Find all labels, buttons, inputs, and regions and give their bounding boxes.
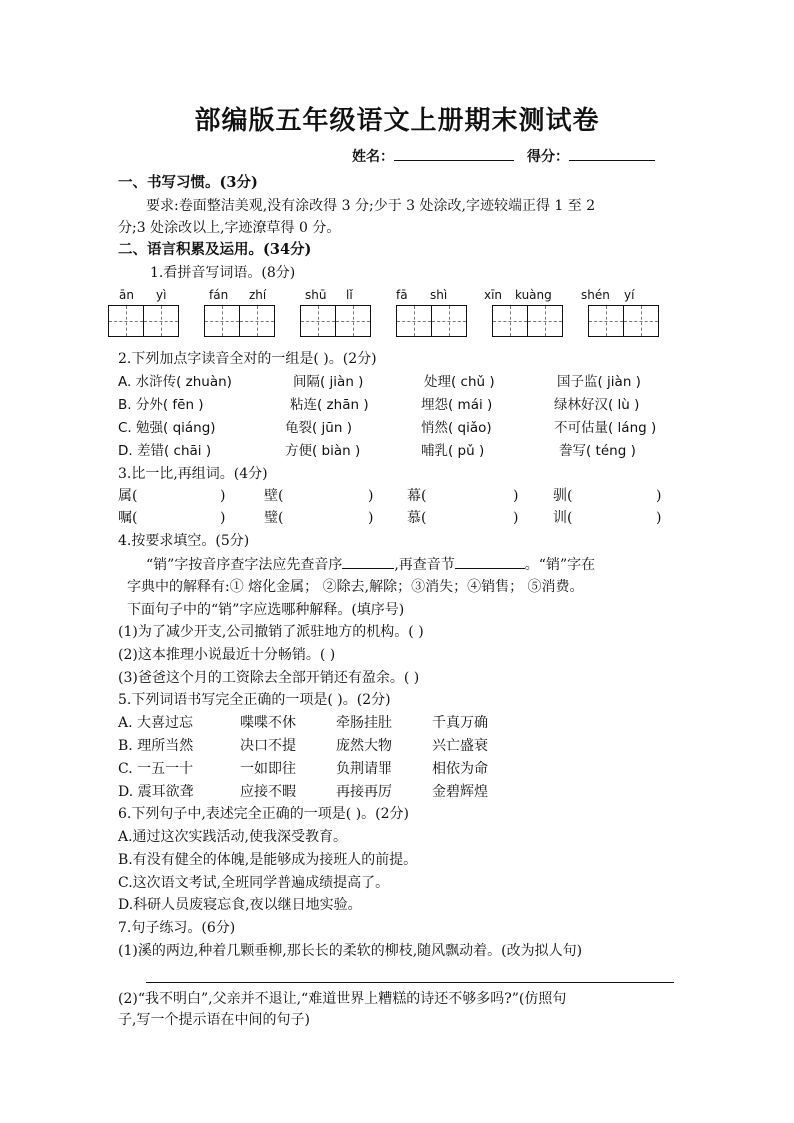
writing-cell[interactable] bbox=[143, 305, 179, 337]
page-title: 部编版五年级语文上册期末测试卷 bbox=[194, 106, 600, 136]
q5-row-b-4: 兴亡盛衰 bbox=[432, 738, 488, 754]
q5-row-c-2: 一如即往 bbox=[240, 761, 296, 777]
q2-row-c-2: 龟裂( jūn ) bbox=[285, 420, 352, 436]
q4-blank-yinxu[interactable] bbox=[342, 554, 394, 569]
q4-p1c: 。“销”字在 bbox=[524, 557, 596, 573]
pinyin-3a: shū bbox=[305, 288, 327, 302]
q5-row-d-1: D. 震耳欲聋 bbox=[118, 784, 194, 800]
q7-stem: 7.句子练习。(6分) bbox=[118, 920, 236, 936]
writing-cell[interactable] bbox=[623, 305, 659, 337]
q5-row-a-4: 千真万确 bbox=[432, 715, 488, 731]
writing-cell[interactable] bbox=[300, 305, 336, 337]
writing-cell[interactable] bbox=[239, 305, 275, 337]
pinyin-1b: yì bbox=[156, 288, 167, 302]
q4-paragraph-line1 bbox=[146, 554, 595, 575]
q4-sentence-1: (1)为了减少开支,公司撤销了派驻地方的机构。( ) bbox=[118, 624, 424, 640]
q2-row-d-4: 誊写( téng ) bbox=[559, 443, 636, 459]
q2-row-c-1: C. 勉强( qiáng) bbox=[118, 420, 216, 436]
q5-row-b-2: 决口不提 bbox=[240, 738, 296, 754]
q3-r1-4-close: ) bbox=[656, 488, 662, 504]
q2-stem: 2.下列加点字读音全对的一组是( )。(2分) bbox=[118, 351, 377, 367]
q4-sentence-2: (2)这本推理小说最近十分畅销。( ) bbox=[118, 647, 336, 663]
writing-cell[interactable] bbox=[108, 305, 144, 337]
q1-stem: 1.看拼音写词语。(8分) bbox=[150, 265, 296, 281]
q6-option-b: B.有没有健全的体魄,是能够成为接班人的前提。 bbox=[118, 852, 418, 868]
name-label: 姓名： bbox=[352, 149, 394, 165]
q3-r1-1-close: ) bbox=[220, 488, 226, 504]
q3-r2-2-close: ) bbox=[368, 510, 374, 526]
pinyin-6b: yí bbox=[624, 288, 635, 302]
name-field bbox=[352, 146, 514, 167]
q3-r2-4-close: ) bbox=[656, 510, 662, 526]
q3-r1-3-close: ) bbox=[513, 488, 519, 504]
q3-r1-1: 属( bbox=[118, 488, 138, 504]
writing-cell[interactable] bbox=[527, 305, 563, 337]
q5-row-c-4: 相依为命 bbox=[432, 761, 488, 777]
q3-r2-3-close: ) bbox=[513, 510, 519, 526]
q2-row-a-2: 间隔( jiàn ) bbox=[293, 374, 364, 390]
q3-r2-4: 训( bbox=[553, 510, 573, 526]
q3-r1-3: 幕( bbox=[407, 488, 427, 504]
q4-paragraph-line3: 下面句子中的“销”字应选哪种解释。(填序号) bbox=[127, 602, 405, 618]
q5-stem: 5.下列词语书写完全正确的一项是( )。(2分) bbox=[118, 692, 391, 708]
q5-row-d-4: 金碧辉煌 bbox=[432, 784, 488, 800]
q2-row-d-3: 哺乳( pǔ ) bbox=[421, 443, 485, 459]
q2-row-a-4: 国子监( jiàn ) bbox=[557, 374, 641, 390]
section-1-requirement-line2: 分;3 处涂改以上,字迹潦草得 0 分。 bbox=[118, 220, 341, 236]
q5-row-a-2: 喋喋不休 bbox=[240, 715, 296, 731]
pinyin-5b: kuàng bbox=[515, 288, 552, 302]
q2-row-c-4: 不可估量( láng ) bbox=[554, 420, 657, 436]
writing-cell[interactable] bbox=[396, 305, 432, 337]
q7-sentence-1: (1)溪的两边,种着几颗垂柳,那长长的柔软的柳枝,随风飘动着。(改为拟人句) bbox=[118, 943, 583, 959]
section-1-requirement-line1: 要求:卷面整洁美观,没有涂改得 3 分;少于 3 处涂改,字迹较端正得 1 至 2 bbox=[146, 198, 596, 214]
q3-r2-3: 慕( bbox=[407, 510, 427, 526]
q5-row-d-3: 再接再厉 bbox=[336, 784, 392, 800]
q3-r2-2: 璧( bbox=[264, 510, 284, 526]
q5-row-b-1: B. 理所当然 bbox=[118, 738, 194, 754]
q5-row-c-3: 负荆请罪 bbox=[336, 761, 392, 777]
q3-r2-1-close: ) bbox=[220, 510, 226, 526]
pinyin-3b: lǐ bbox=[346, 288, 353, 302]
q5-row-d-2: 应接不暇 bbox=[240, 784, 296, 800]
q5-row-c-1: C. 一五一十 bbox=[118, 761, 194, 777]
q2-row-a-1: A. 水浒传( zhuàn) bbox=[118, 374, 232, 390]
pinyin-6a: shén bbox=[581, 288, 610, 302]
q3-r2-1: 嘱( bbox=[118, 510, 138, 526]
q4-blank-yinjie[interactable] bbox=[455, 554, 525, 569]
q4-paragraph-line2: 字典中的解释有:① 熔化金属； ②除去,解除；③消失；④销售； ⑤消费。 bbox=[127, 579, 584, 595]
q7-sentence-2-line2: 子,写一个提示语在中间的句子) bbox=[118, 1012, 310, 1028]
q3-stem: 3.比一比,再组词。(4分) bbox=[118, 466, 268, 482]
q3-r1-2: 壁( bbox=[264, 488, 284, 504]
q4-p1b: ,再查音节 bbox=[394, 557, 455, 573]
q2-row-d-1: D. 差错( chāi ) bbox=[118, 443, 212, 459]
score-label: 得分： bbox=[527, 149, 569, 165]
score-blank[interactable] bbox=[569, 146, 655, 161]
q5-row-b-3: 庞然大物 bbox=[336, 738, 392, 754]
writing-cell[interactable] bbox=[204, 305, 240, 337]
q5-row-a-3: 牵肠挂肚 bbox=[336, 715, 392, 731]
section-2-heading: 二、语言积累及运用。(34分) bbox=[118, 241, 312, 258]
writing-cell[interactable] bbox=[335, 305, 371, 337]
q4-stem: 4.按要求填空。(5分) bbox=[118, 533, 250, 549]
q4-sentence-3: (3)爸爸这个月的工资除去全部开销还有盈余。( ) bbox=[118, 670, 420, 686]
score-field bbox=[527, 146, 655, 167]
writing-cell[interactable] bbox=[431, 305, 467, 337]
writing-cell[interactable] bbox=[492, 305, 528, 337]
q7-answer-line[interactable] bbox=[146, 982, 674, 983]
pinyin-2a: fán bbox=[209, 288, 229, 302]
section-1-heading: 一、书写习惯。(3分) bbox=[118, 174, 258, 191]
q6-option-a: A.通过这次实践活动,使我深受教育。 bbox=[118, 829, 348, 845]
q2-row-c-3: 悄然( qiǎo) bbox=[421, 420, 492, 436]
pinyin-4a: fā bbox=[396, 288, 408, 302]
q7-sentence-2-line1: (2)“我不明白”,父亲并不退让,“难道世界上糟糕的诗还不够多吗?”(仿照句 bbox=[118, 991, 567, 1007]
writing-cell[interactable] bbox=[588, 305, 624, 337]
q2-row-a-3: 处理( chǔ ) bbox=[424, 374, 495, 390]
q5-row-a-1: A. 大喜过忘 bbox=[118, 715, 194, 731]
q2-row-b-1: B. 分外( fēn ) bbox=[118, 397, 204, 413]
pinyin-4b: shì bbox=[430, 288, 448, 302]
q6-option-c: C.这次语文考试,全班同学普遍成绩提高了。 bbox=[118, 875, 390, 891]
pinyin-1a: ān bbox=[119, 288, 134, 302]
q2-row-d-2: 方便( biàn ) bbox=[285, 443, 361, 459]
q6-stem: 6.下列句子中,表述完全正确的一项是( )。(2分) bbox=[118, 806, 410, 822]
q4-p1a: “销”字按音序查字法应先查音序 bbox=[146, 557, 343, 573]
name-blank[interactable] bbox=[394, 146, 514, 161]
q2-row-b-4: 绿林好汉( lù ) bbox=[554, 397, 640, 413]
pinyin-5a: xīn bbox=[484, 288, 503, 302]
q2-row-b-2: 粘连( zhān ) bbox=[290, 397, 369, 413]
q6-option-d: D.科研人员废寝忘食,夜以继日地实验。 bbox=[118, 897, 362, 913]
q3-r1-2-close: ) bbox=[368, 488, 374, 504]
pinyin-2b: zhí bbox=[249, 288, 267, 302]
q2-row-b-3: 埋怨( mái ) bbox=[421, 397, 493, 413]
q3-r1-4: 驯( bbox=[553, 488, 573, 504]
